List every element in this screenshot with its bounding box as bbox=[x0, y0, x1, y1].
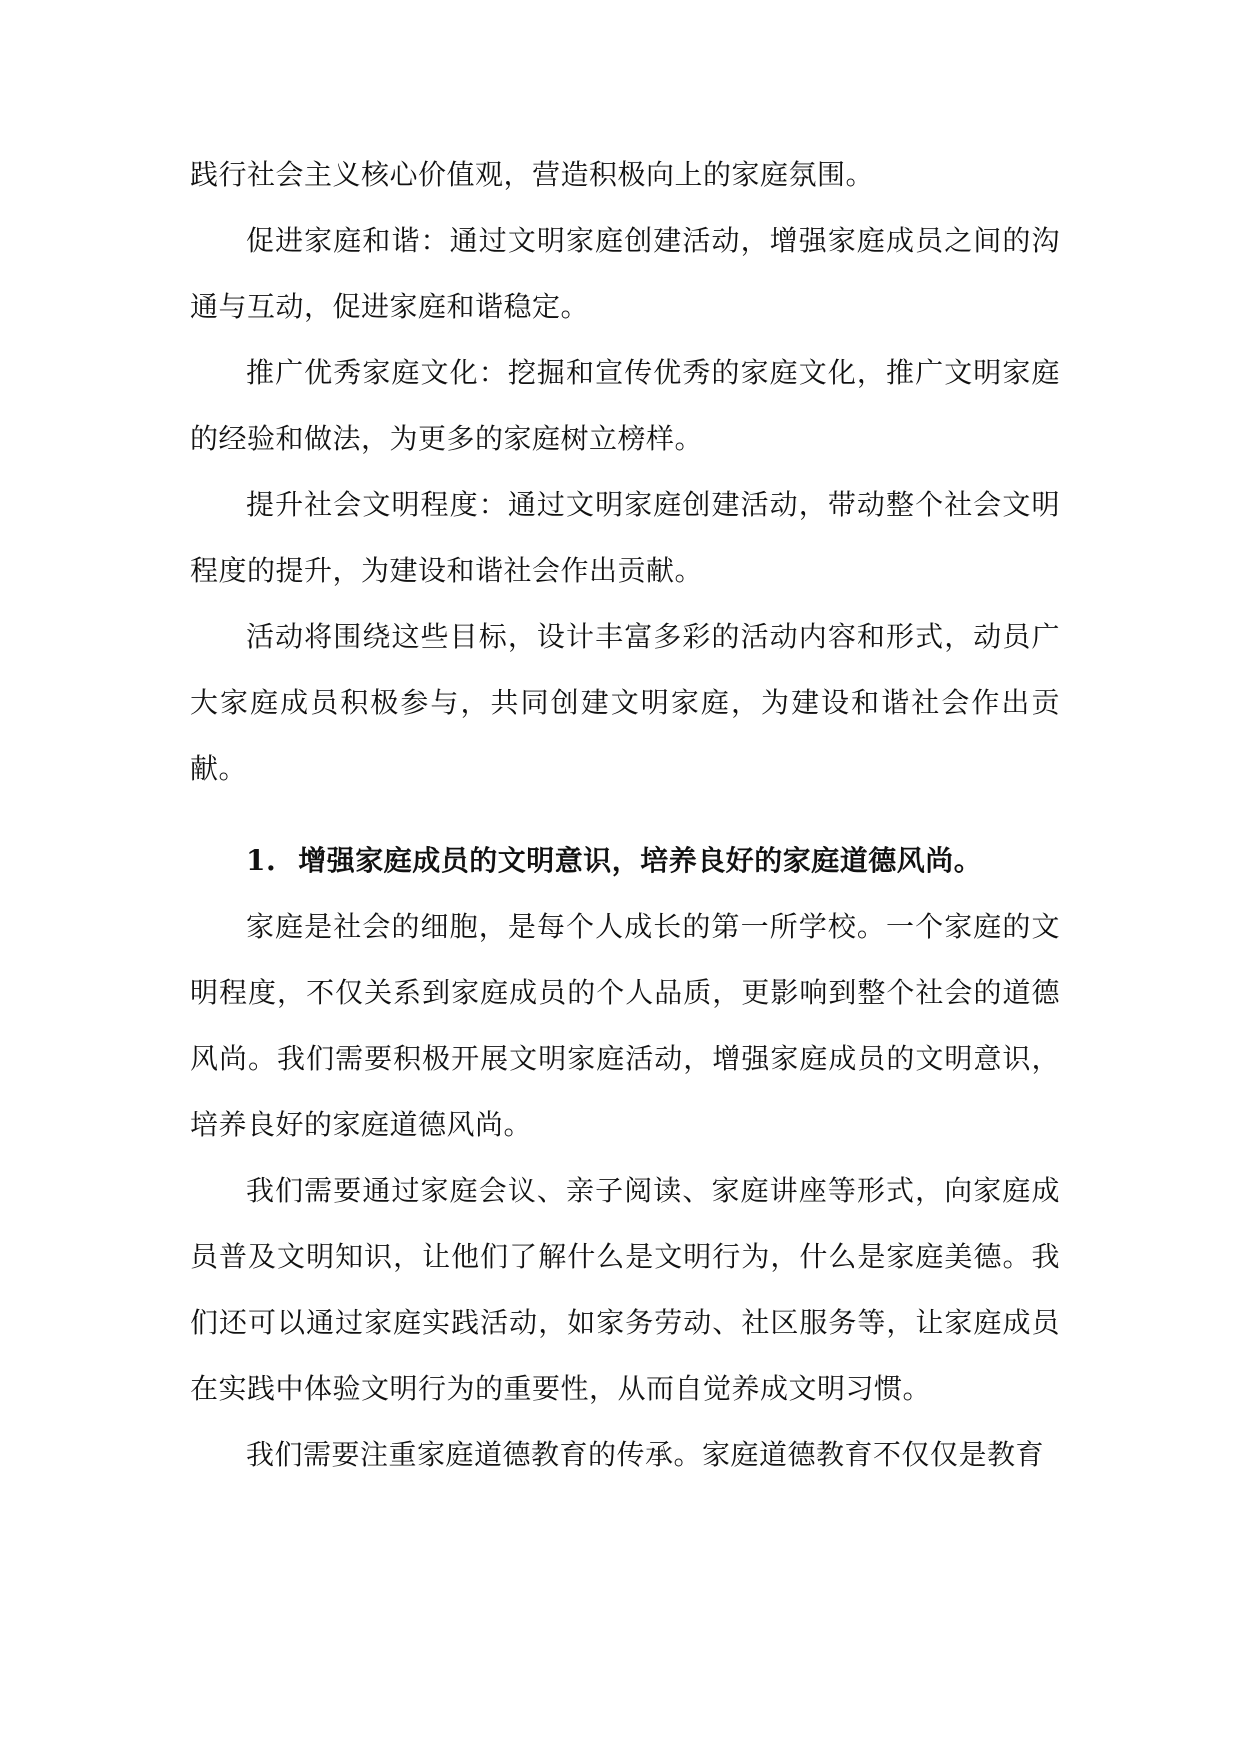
paragraph-moral-education: 我们需要注重家庭道德教育的传承。家庭道德教育不仅仅是教育 bbox=[246, 1438, 1045, 1471]
paragraph-family-cell: 家庭是社会的细胞，是每个人成长的第一所学校。一个家庭的文明程度，不仅关系到家庭成员的个人品质，更影响到整个社会的道德风尚。我们需要积极开展文明家庭活动，增强家庭成员的文明意识，培养良好的家庭道德风尚。 bbox=[190, 910, 1060, 1141]
paragraph-promote-culture: 推广优秀家庭文化：挖掘和宣传优秀的家庭文化，推广文明家庭的经验和做法，为更多的家庭树立榜样。 bbox=[190, 356, 1060, 455]
section-number: 1. bbox=[246, 844, 277, 877]
paragraph-promote-harmony: 促进家庭和谐：通过文明家庭创建活动，增强家庭成员之间的沟通与互动，促进家庭和谐稳定。 bbox=[190, 224, 1060, 323]
paragraph-family-activities: 我们需要通过家庭会议、亲子阅读、家庭讲座等形式，向家庭成员普及文明知识，让他们了解什么是文明行为，什么是家庭美德。我们还可以通过家庭实践活动，如家务劳动、社区服务等，让家庭成员在实践中体验文明行为的重要性，从而自觉养成文明习惯。 bbox=[190, 1174, 1060, 1405]
paragraph-continued: 践行社会主义核心价值观，营造积极向上的家庭氛围。 bbox=[190, 158, 875, 191]
section-title: 增强家庭成员的文明意识，培养良好的家庭道德风尚。 bbox=[298, 844, 983, 877]
section-heading bbox=[190, 828, 1060, 894]
paragraph-activity-summary: 活动将围绕这些目标，设计丰富多彩的活动内容和形式，动员广大家庭成员积极参与，共同创建文明家庭，为建设和谐社会作出贡献。 bbox=[190, 620, 1060, 785]
document-body bbox=[190, 142, 1060, 1488]
paragraph-raise-civility: 提升社会文明程度：通过文明家庭创建活动，带动整个社会文明程度的提升，为建设和谐社会作出贡献。 bbox=[190, 488, 1060, 587]
